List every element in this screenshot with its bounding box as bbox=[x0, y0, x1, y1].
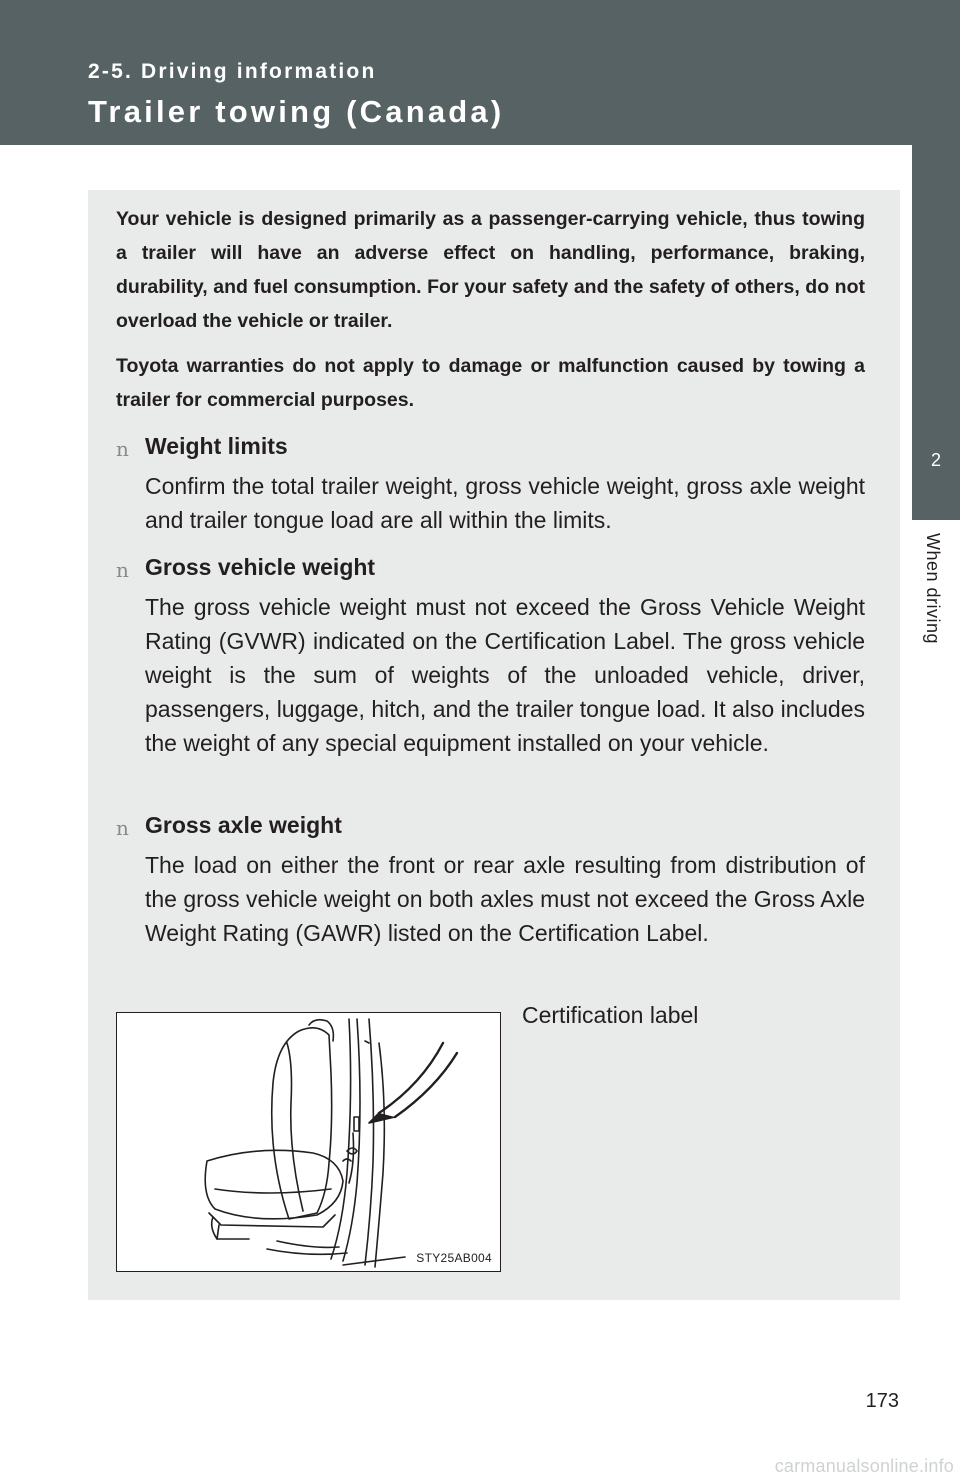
side-tab-label: When driving bbox=[923, 533, 943, 645]
item-body: The load on either the front or rear axle resulting from distribution of the gross vehicle weight on both axles must not exceed the Gross Axle Weight Rating (GAWR) listed on the Certification Label. bbox=[145, 852, 865, 946]
watermark-text: carmanualsonline.info bbox=[774, 1456, 954, 1476]
item-heading: Gross vehicle weight bbox=[145, 554, 376, 580]
section-label: 2-5. Driving information bbox=[88, 60, 377, 83]
bullet-marker: n bbox=[116, 816, 129, 840]
item-body: The gross vehicle weight must not exceed the Gross Vehicle Weight Rating (GVWR) indicated on the Certification Label. The gross vehicle weight is the sum of weights of the unloaded vehicle, driver, passengers, luggage, hitch, and the trailer tongue load. It also includes the weight of any special equipment installed on your vehicle. bbox=[145, 594, 865, 756]
certification-label-figure bbox=[116, 1012, 501, 1272]
figure-code: STY25AB004 bbox=[416, 1251, 492, 1265]
intro-paragraph: Your vehicle is designed primarily as a passenger-carrying vehicle, thus towing a trailer will have an adverse effect on handling, performance, braking, durability, and fuel consumption. For your safety and the safety of others, do not overload the vehicle or trailer. bbox=[116, 208, 865, 332]
figure-caption: Certification label bbox=[522, 1002, 699, 1028]
item-heading: Gross axle weight bbox=[145, 812, 342, 838]
bullet-marker: n bbox=[116, 558, 129, 582]
item-heading: Weight limits bbox=[145, 433, 288, 459]
intro-paragraph: Toyota warranties do not apply to damage or malfunction caused by towing a trailer for commercial purposes. bbox=[116, 355, 865, 411]
item-body: Confirm the total trailer weight, gross vehicle weight, gross axle weight and trailer tongue load are all within the limits. bbox=[145, 473, 865, 533]
bullet-marker: n bbox=[116, 437, 129, 461]
page-number: 173 bbox=[865, 1390, 899, 1412]
seat-door-illustration bbox=[117, 1013, 499, 1270]
side-tab-number: 2 bbox=[930, 450, 941, 470]
page-title: Trailer towing (Canada) bbox=[88, 94, 505, 129]
